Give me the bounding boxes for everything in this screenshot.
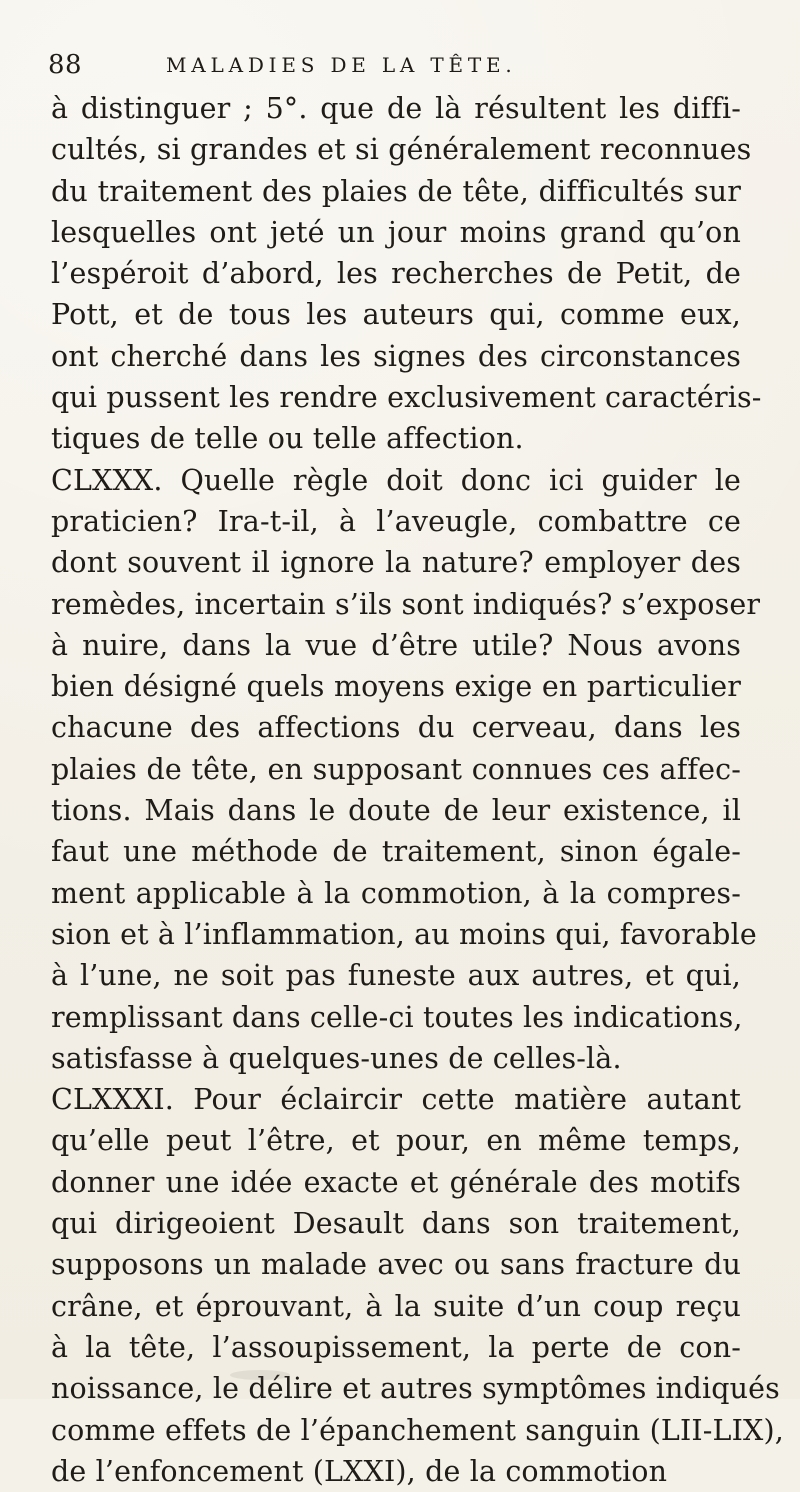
text-line: cultés, si grandes et si généralement reconnues (51, 133, 752, 167)
text-line: chacune des affections du cerveau, dans les (51, 711, 741, 745)
text-line: crâne, et éprouvant, à la suite d’un coup reçu (51, 1289, 741, 1323)
text-line: qui dirigeoient Desault dans son traitement, (51, 1207, 741, 1241)
text-line: noissance, le délire et autres symptômes indiqués (51, 1372, 780, 1406)
text-line: plaies de tête, en supposant connues ces affec- (51, 752, 741, 786)
text-line: qu’elle peut l’être, et pour, en même temps, (51, 1124, 741, 1158)
text-line: à nuire, dans la vue d’être utile? Nous avons (51, 628, 741, 662)
text-line: sion et à l’inflammation, au moins qui, favorable (51, 917, 757, 951)
text-line: Pott, et de tous les auteurs qui, comme eux, (51, 298, 741, 332)
text-line: à l’une, ne soit pas funeste aux autres, et qui, (51, 959, 741, 993)
text-line: remèdes, incertain s’ils sont indiqués? s’exposer (51, 587, 761, 621)
paper-stain (230, 1370, 290, 1380)
text-line: satisfasse à quelques-unes de celles-là. (51, 1041, 622, 1075)
text-line: faut une méthode de traitement, sinon égale- (51, 835, 741, 869)
text-line: ment applicable à la commotion, à la compres- (51, 876, 741, 910)
text-line: comme effets de l’épanchement sanguin (LII-LIX), (51, 1413, 784, 1447)
text-line: de l’enfoncement (LXXI), de la commotion (51, 1454, 668, 1488)
text-line: ont cherché dans les signes des circonstances (51, 339, 741, 373)
text-line: à la tête, l’assoupissement, la perte de con- (51, 1330, 741, 1364)
text-line: du traitement des plaies de tête, difficultés sur (51, 174, 741, 208)
running-head (48, 48, 760, 82)
text-line: bien désigné quels moyens exige en particulier (51, 670, 741, 704)
text-line: donner une idée exacte et générale des motifs (51, 1165, 741, 1199)
text-line: l’espéroit d’abord, les recherches de Petit, de (51, 257, 741, 291)
text-line: qui pussent les rendre exclusivement caractéris- (51, 381, 762, 415)
page-header-title: MALADIES DE LA TÊTE. (166, 53, 517, 77)
text-line: à distinguer ; 5°. que de là résultent les diffi- (51, 92, 741, 125)
body-text (51, 88, 784, 1492)
text-line: tiques de telle ou telle affection. (51, 422, 524, 456)
page-number: 88 (48, 50, 83, 80)
section-heading-clxxxi-line: CLXXXI. Pour éclaircir cette matière autant (51, 1083, 741, 1117)
text-line: supposons un malade avec ou sans fracture du (51, 1248, 741, 1282)
text-line: tions. Mais dans le doute de leur existence, il (51, 794, 741, 828)
section-heading-clxxx-line: CLXXX. Quelle règle doit donc ici guider le (51, 463, 741, 497)
text-line: remplissant dans celle-ci toutes les indications, (51, 1000, 743, 1034)
text-line: praticien? Ira-t-il, à l’aveugle, combattre ce (51, 504, 741, 538)
text-line: lesquelles ont jeté un jour moins grand qu’on (51, 215, 741, 249)
text-line: dont souvent il ignore la nature? employer des (51, 546, 741, 580)
